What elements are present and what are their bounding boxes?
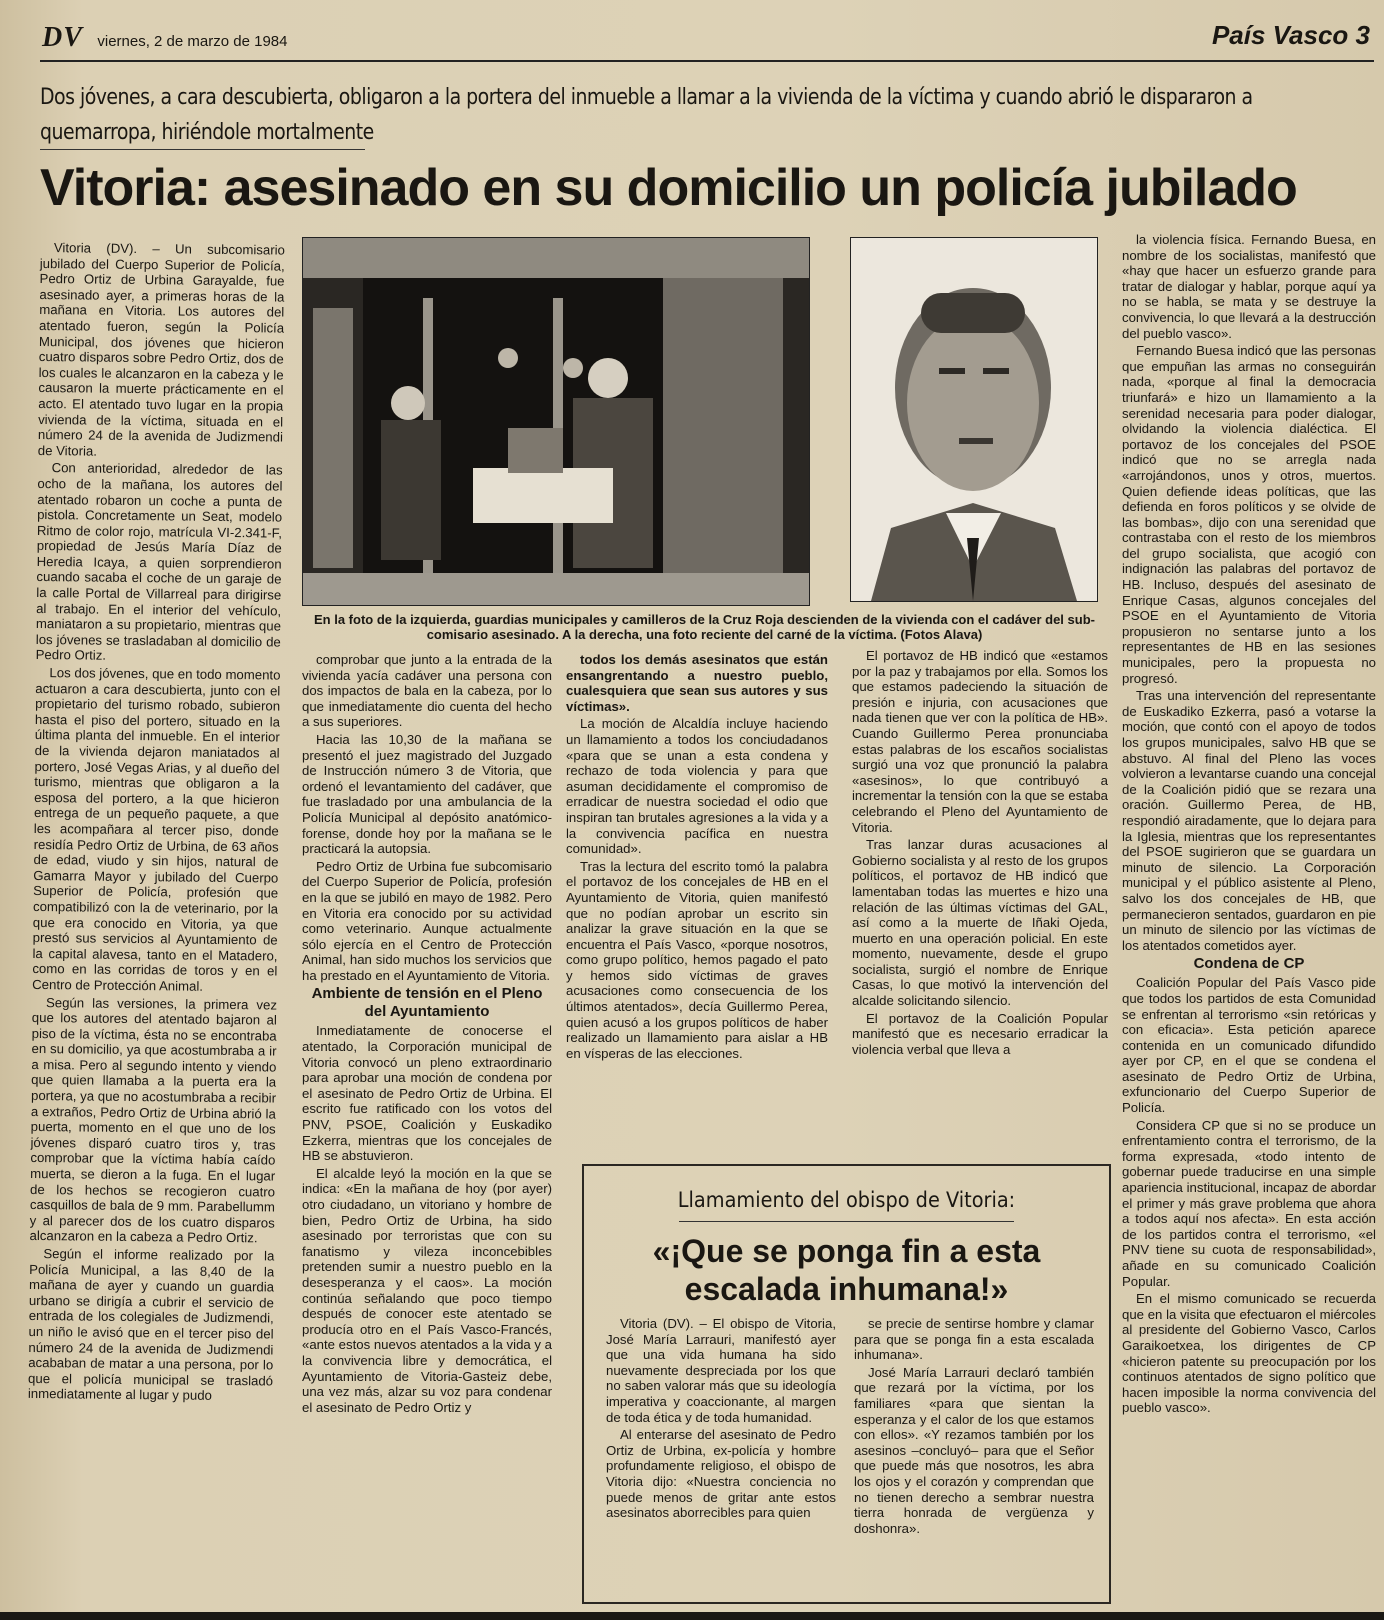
paragraph: Considera CP que si no se produce un enfrentamiento contra el terrorismo, de la forma expresada, «todo intento de gobernar puede traducirse en una simple apariencia institucional, incapaz de abordar el primer y más grave problema que ahora a todos aquí nos afecta». En esta acción de los partidos contra el terrorismo, «el PNV tiene su cuota de responsabilidad», añade en su comunicado Coalición Popular.: [1122, 1117, 1376, 1289]
kicker-rule: [40, 149, 365, 150]
paragraph: Hacia las 10,30 de la mañana se presentó el juez magistrado del Juzgado de Instrucción número 3 de Vitoria, que ordenó el levantamiento del cadáver, que fue trasladado por una ambulancia de la Policía Municipal al depósito anatómico-forense, donde hoy por la mañana se le practicará la autopsia.: [302, 731, 552, 857]
bishop-statement-box: [582, 1164, 1111, 1604]
article-column-4: [852, 648, 1108, 1138]
paragraph: se precie de sentirse hombre y clamar para que se ponga fin a esta escalada inhumana».: [854, 1316, 1094, 1363]
box-column-2: [854, 1316, 1094, 1596]
issue-date: viernes, 2 de marzo de 1984: [97, 33, 288, 50]
article-kicker: Dos jóvenes, a cara descubierta, obligaron a la portera del inmueble a llamar a la vivienda de la víctima y cuando abrió le dispararon a quemarropa, hiriéndole mortalmente: [40, 85, 1253, 145]
paragraph: comprobar que junto a la entrada de la vivienda yacía cadáver una persona con dos impactos de bala en la cabeza, por lo que inmediatamente dio cuenta del hecho a sus superiores.: [302, 652, 552, 730]
article-column-5: [1122, 232, 1376, 1612]
header-rule: [40, 60, 1374, 62]
paragraph: Coalición Popular del País Vasco pide que todos los partidos de esta Comunidad se enfrentan al terrorismo «sin retóricas y con eficacia». Esta petición aparece contenida en un comunicado difundido ayer por CP, en el que se condena el asesinato de Pedro Ortiz de Urbina, exfuncionario del Cuerpo Superior de Policía.: [1122, 975, 1376, 1116]
victim-portrait-photo: [850, 237, 1098, 602]
paragraph: Fernando Buesa indicó que las personas que empuñan las armas no conseguirán nada, «porque al final la democracia triunfará» e hizo un llamamiento a la serenidad necesaria para poder dialogar, olvidando la violencia dialéctica. El portavoz de los concejales del PSOE indicó que no se arregla nada «arrojándonos, unos y otros, muertos. Quien defiende ideas políticas, que las defienda en foros políticos y se olvide de las bombas», dijo con una serenidad que contrastaba con el resto de los miembros del grupo socialista, que acogió con indignación las palabras del portavoz de HB. Incluso, después del asesinato de Enrique Casas, algunos concejales del PSOE en el Ayuntamiento de Vitoria propusieron no sentarse junto a los representantes de HB en las sesiones municipales, pero la propuesta no progresó.: [1122, 343, 1376, 686]
paragraph: José María Larrauri declaró también que rezará por la víctima, por los familiares «para que sientan la esperanza y el calor de los que estamos con ellos». «Y rezamos también por los asesinos –concluyó– para que el Señor que puede más que nosotros, les abra los ojos y el corazón y comprendan que no tienen derecho a sembrar nuestra tierra honrada de vergüenza y doshonra».: [854, 1364, 1094, 1536]
paragraph: Al enterarse del asesinato de Pedro Ortiz de Urbina, ex-policía y hombre profundamente religioso, el obispo de Vitoria dijo: «Nuestra conciencia no puede menos de gritar ante estos asesinatos aborrecibles para quien: [606, 1427, 836, 1521]
paragraph: Según las versiones, la primera vez que los autores del atentado bajaron al piso de la víctima, ésta no se encontraba en su domicilio, ya que acostumbraba a ir a misa. Pero al segundo intento y viendo que quien llamaba a la puerta era la portera, ya que no acostumbraba a recibir a extraños, Pedro Ortiz de Urbina abrió la puerta, momento en el que uno de los jóvenes disparó cuatro tiros y, tras comprobar que la víctima había caído muerta, se dieron a la fuga. En el lugar de los hechos se recogieron cuatro casquillos de bala de 9 mm. Parabellumm y al parecer dos de los cuatro disparos alcanzaron en la cabeza a Pedro Ortiz.: [29, 994, 278, 1246]
paragraph: Vitoria (DV). – Un subcomisario jubilado del Cuerpo Superior de Policía, Pedro Ortiz de Urbina Garayalde, fue asesinado ayer, a primeras horas de la mañana en Vitoria. Los autores del atentado fueron, según la Policía Municipal, dos jóvenes que hicieron cuatro disparos sobre Pedro Ortiz, dos de los cuales le alcanzaron en la cabeza y le causaron la muerte prácticamente en el acto. El atentado tuvo lugar en la propia vivienda de la víctima, situada en el número 24 de la avenida de Judizmendi de Vitoria.: [37, 240, 285, 459]
section-subheading: Ambiente de tensión en el Pleno del Ayuntamiento: [311, 985, 543, 1021]
article-headline: Vitoria: asesinado en su domicilio un policía jubilado: [40, 159, 1297, 217]
paragraph: Con anterioridad, alrededor de las ocho de la mañana, los autores del atentado robaron un coche a punta de pistola. Concretamente un Seat, modelo Ritmo de color rojo, matrícula VI-2.341-F, propiedad de Jesús María Díaz de Heredia Icaya, a quien sorprendieron cuando sacaba el coche de un garaje de la calle Portal de Villarreal para dirigirse al trabajo. En el interior del vehículo, maniataron a su propietario, mientras que los jóvenes se trasladaban al domicilio de Pedro Ortiz.: [35, 460, 283, 664]
paragraph: Inmediatamente de conocerse el atentado, la Corporación municipal de Vitoria convocó un pleno extraordinario para aprobar una moción de condena por el asesinato de Pedro Ortiz de Urbina. El escrito fue ratificado con los votos del PNV, PSOE, Coalición y Euskadiko Ezkerra, mientras que los concejales de HB se abstuvieron.: [302, 1023, 552, 1164]
article-column-3: [566, 652, 828, 1132]
paragraph: Vitoria (DV). – El obispo de Vitoria, José María Larrauri, manifestó ayer que una vida humana ha sido nuevamente despreciada por los que no saben valorar más que su ideología imperativa y coaccionante, al margen de toda ética y de toda humanidad.: [606, 1316, 836, 1425]
paragraph: El alcalde leyó la moción en la que se indica: «En la mañana de hoy (por ayer) otro ciudadano, un vitoriano y hombre de bien, Pedro Ortiz de Urbina, ha sido asesinado por terroristas que con su fanatismo y vileza inconcebibles pretenden sumir a nuestro pueblo en la desesperanza y el caos». La moción continúa señalando que poco tiempo después de conocer este atentado se producía otro en el País Vasco-Francés, «ante estos nuevos atentados a la vida y a la convivencia libre y democrática, el Ayuntamiento de Vitoria-Gasteiz debe, una vez más, alzar su voz para condenar el asesinato de Pedro Ortiz y: [302, 1165, 552, 1415]
box-kicker: Llamamiento del obispo de Vitoria:: [677, 1188, 1016, 1212]
paragraph: En el mismo comunicado se recuerda que en la visita que efectuaron el miércoles al presidente del Gobierno Vasco, Carlos Garaikoetxea, los dirigentes de CP «hicieron patente su preocupación por los continuos atentados de signo político que hacen imposible la norma convivencia del pueblo vasco».: [1122, 1291, 1376, 1416]
paragraph: Tras lanzar duras acusaciones al Gobierno socialista y al resto de los grupos políticos, el portavoz de HB indicó que lamentaban todas las muertes e hizo una relación de las últimas víctimas del GAL, así como a la muerte de Iñaki Ojeda, muerto en una operación policial. En este momento, nuevamente, desde el grupo socialista, surgió el nombre de Enrique Casas, lo que motivó la intervención del alcalde solicitando silencio.: [852, 837, 1108, 1009]
crime-scene-photo: [302, 237, 810, 606]
paragraph: Los dos jóvenes, que en todo momento actuaron a cara descubierta, junto con el propietario del turismo robado, subieron hasta el piso del portero, situado en la última planta del inmueble. En el interior de la vivienda dejaron maniatados al portero, José Vegas Arias, y al dueño del turismo, mientras que obligaron a la esposa del portero, a la que hicieron entrega de un pequeño paquete, a que les acompañara al tercer piso, donde residía Pedro Ortiz de Urbina, de 63 años de edad, viudo y sin hijos, natural de Gamarra Mayor y jubilado del Cuerpo Superior de Policía, profesión que compatibilizó con la de veterinario, por la que era conocido en Vitoria, ya que prestó sus servicios al Ayuntamiento de la capital alavesa, tanto en el Matadero, como en las corridas de toros y en el Centro de Protección Animal.: [32, 665, 281, 994]
paragraph: El portavoz de la Coalición Popular manifestó que es necesario erradicar la violencia verbal que lleva a: [852, 1010, 1108, 1057]
photo-caption: En la foto de la izquierda, guardias municipales y camilleros de la Cruz Roja descienden de la vivienda con el cadáver del sub-comisario asesinado. A la derecha, una foto reciente del carné de la víctima. (Fotos Alava): [314, 612, 1095, 642]
paragraph: Tras la lectura del escrito tomó la palabra el portavoz de los concejales de HB en el Ayuntamiento de Vitoria, quien manifestó que no podían aprobar un escrito sin analizar la grave situación en la que se encuentra el País Vasco, «porque nosotros, como grupo político, hemos pagado el pato y hemos sido víctimas de graves acusaciones como consecuencia de los últimos atentados», decía Guillermo Perea, quien acusó a los grupos políticos de haber realizado un llamamiento para aislar a HB en vísperas de las elecciones.: [566, 858, 828, 1061]
box-column-1: [606, 1316, 836, 1596]
paragraph: Pedro Ortiz de Urbina fue subcomisario del Cuerpo Superior de Policía, profesión en la que se jubiló en mayo de 1982. Pero en Vitoria era conocido por su actividad como veterinario. Aunque actualmente sólo ejercía en el Centro de Protección Animal, han sido muchos los servicios que ha prestado en el Ayuntamiento de Vitoria.: [302, 858, 552, 983]
paragraph: la violencia física. Fernando Buesa, en nombre de los socialistas, manifestó que «hay que hacer un esfuerzo grande para tratar de dialogar y hablar, porque aquí ya no se habla, se mata y se destruye la convivencia, lo que llevará a la destrucción del pueblo vasco».: [1122, 232, 1376, 341]
box-headline: «¡Que se ponga fin a esta escalada inhumana!»: [652, 1233, 1041, 1307]
article-column-1: [26, 240, 285, 1612]
paragraph: La moción de Alcaldía incluye haciendo un llamamiento a todos los conciudadanos «para que se unan a esta condena y rechazo de toda violencia y para que asuman decididamente el compromiso de erradicar de nuestra sociedad el odio que inspiran tan brutales agresiones a la vida y a la convivencia pacífica en nuestra comunidad».: [566, 716, 828, 857]
paragraph: El portavoz de HB indicó que «estamos por la paz y trabajamos por ella. Somos los que estamos padeciendo la situación de presión e injuria, con acusaciones que nada tienen que ver con la política de HB». Cuando Guillermo Perea pronunciaba estas palabras de los escaños socialistas surgió una voz que pronunció la palabra «asesinos», lo que contribuyó a incrementar la tensión con la que se estaba celebrando el Pleno del Ayuntamiento de Vitoria.: [852, 648, 1108, 835]
paragraph: Tras una intervención del representante de Euskadiko Ezkerra, pasó a votarse la moción, que contó con el apoyo de todos los grupos municipales, salvo HB que se abstuvo. Al final del Pleno las voces volvieron a levantarse cuando una concejal de la Coalición pidió que se rezara una oración. Guillermo Perea, de HB, respondió airadamente, que lo dejara para la Iglesia, mientras que los representantes del PSOE sugirieron que se guardara un minuto de silencio. La Corporación municipal y el público asistente al Pleno, salvo los dos concejales de HB, que permanecieron sentados, guardaron en pie un minuto de silencio por las víctimas de los atentados cometidos ayer.: [1122, 688, 1376, 953]
article-column-2: [302, 652, 552, 1607]
box-kicker-rule: [679, 1221, 1014, 1222]
page-bottom-rule: [0, 1612, 1384, 1620]
paragraph: Según el informe realizado por la Policía Municipal, a las 8,40 de la mañana de ayer y cuando un guardia urbano se dirigía a cubrir el servicio de entrada de los colegiales de Judizmendi, un niño le avisó que en el tercer piso del número 24 de la avenida de Judizmendi acababan de matar a una persona, por lo que el policía municipal se trasladó inmediatamente al lugar y pudo: [27, 1246, 275, 1404]
paragraph: todos los demás asesinatos que están ensangrentando a nuestro pueblo, cualesquiera que sean sus autores y sus víctimas».: [566, 652, 828, 714]
masthead: [42, 22, 287, 54]
section-page-label: País Vasco 3: [1211, 20, 1370, 50]
section-subheading: Condena de CP: [1193, 955, 1305, 973]
newspaper-logo: DV: [42, 22, 83, 53]
